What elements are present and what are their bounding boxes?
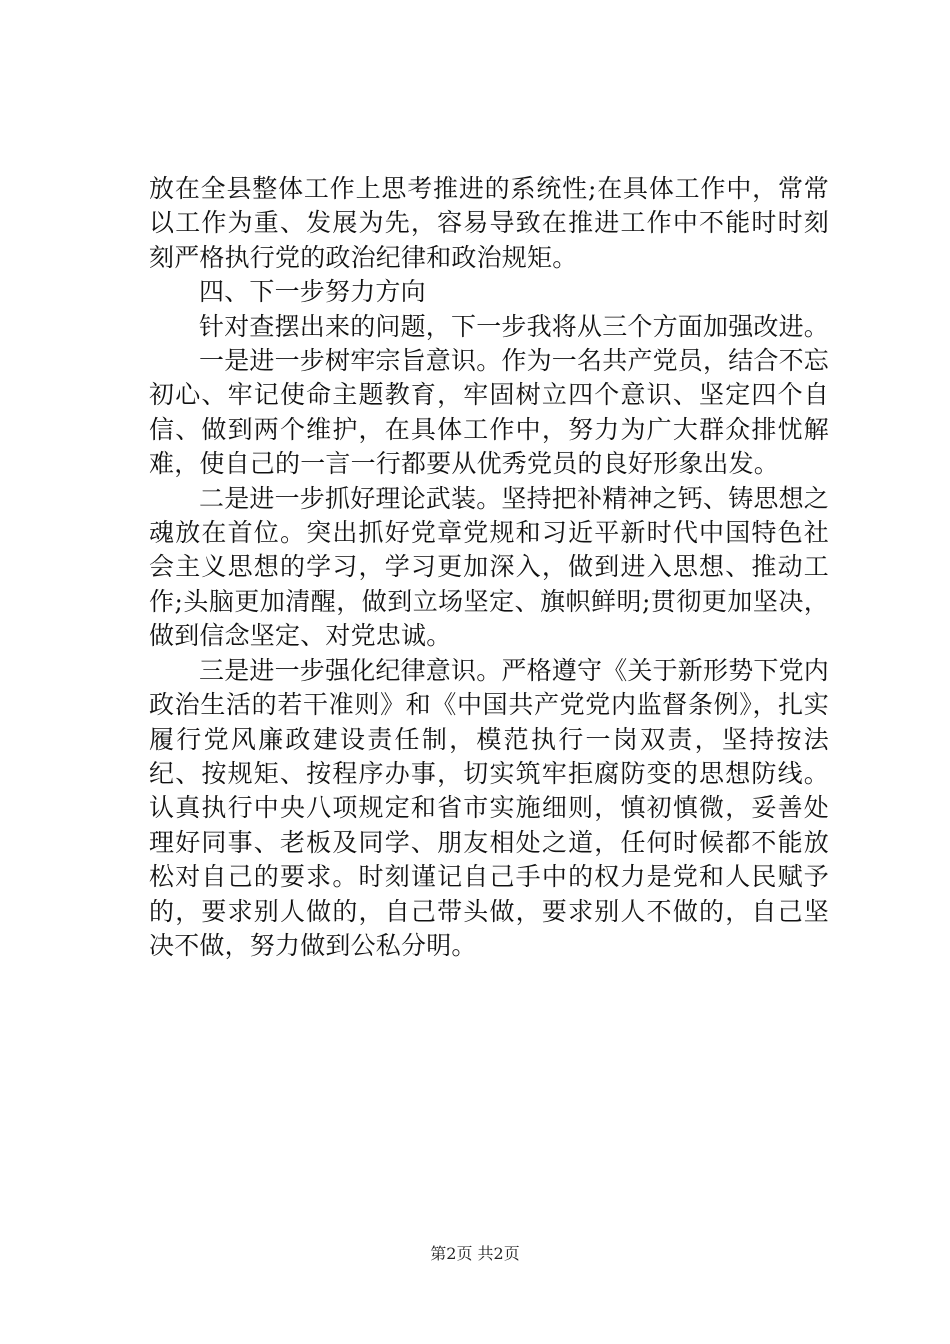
document-body [149,172,829,963]
paragraph-intro: 针对查摆出来的问题，下一步我将从三个方面加强改进。 [199,311,830,341]
paragraph-point-three: 三是进一步强化纪律意识。严格遵守《关于新形势下党内政治生活的若干准则》和《中国共产党党内监督条例》，扎实履行党风廉政建设责任制，模范执行一岗双责，坚持按法纪、按规矩、按程序办事，切实筑牢拒腐防变的思想防线。认真执行中央八项规定和省市实施细则，慎初慎微，妥善处理好同事、老板及同学、朋友相处之道，任何时候都不能放松对自己的要求。时刻谨记自己手中的权力是党和人民赋予的，要求别人做的，自己带头做，要求别人不做的，自己坚决不做，努力做到公私分明。 [149,655,830,960]
paragraph-point-one: 一是进一步树牢宗旨意识。作为一名共产党员，结合不忘初心、牢记使命主题教育，牢固树立四个意识、坚定四个自信、做到两个维护，在具体工作中，努力为广大群众排忧解难，使自己的一言一行都要从优秀党员的良好形象出发。 [149,346,830,479]
paragraph-point-two: 二是进一步抓好理论武装。坚持把补精神之钙、铸思想之魂放在首位。突出抓好党章党规和习近平新时代中国特色社会主义思想的学习，学习更加深入，做到进入思想、推动工作;头脑更加清醒，做到立场坚定、旗帜鲜明;贯彻更加坚决，做到信念坚定、对党忠诚。 [149,483,830,651]
paragraph-continued: 放在全县整体工作上思考推进的系统性;在具体工作中，常常以工作为重、发展为先，容易导致在推进工作中不能时时刻刻严格执行党的政治纪律和政治规矩。 [149,174,829,272]
page-footer [0,1243,950,1265]
section-heading: 四、下一步努力方向 [199,277,426,307]
page-number-label: 第2页 共2页 [430,1244,520,1263]
